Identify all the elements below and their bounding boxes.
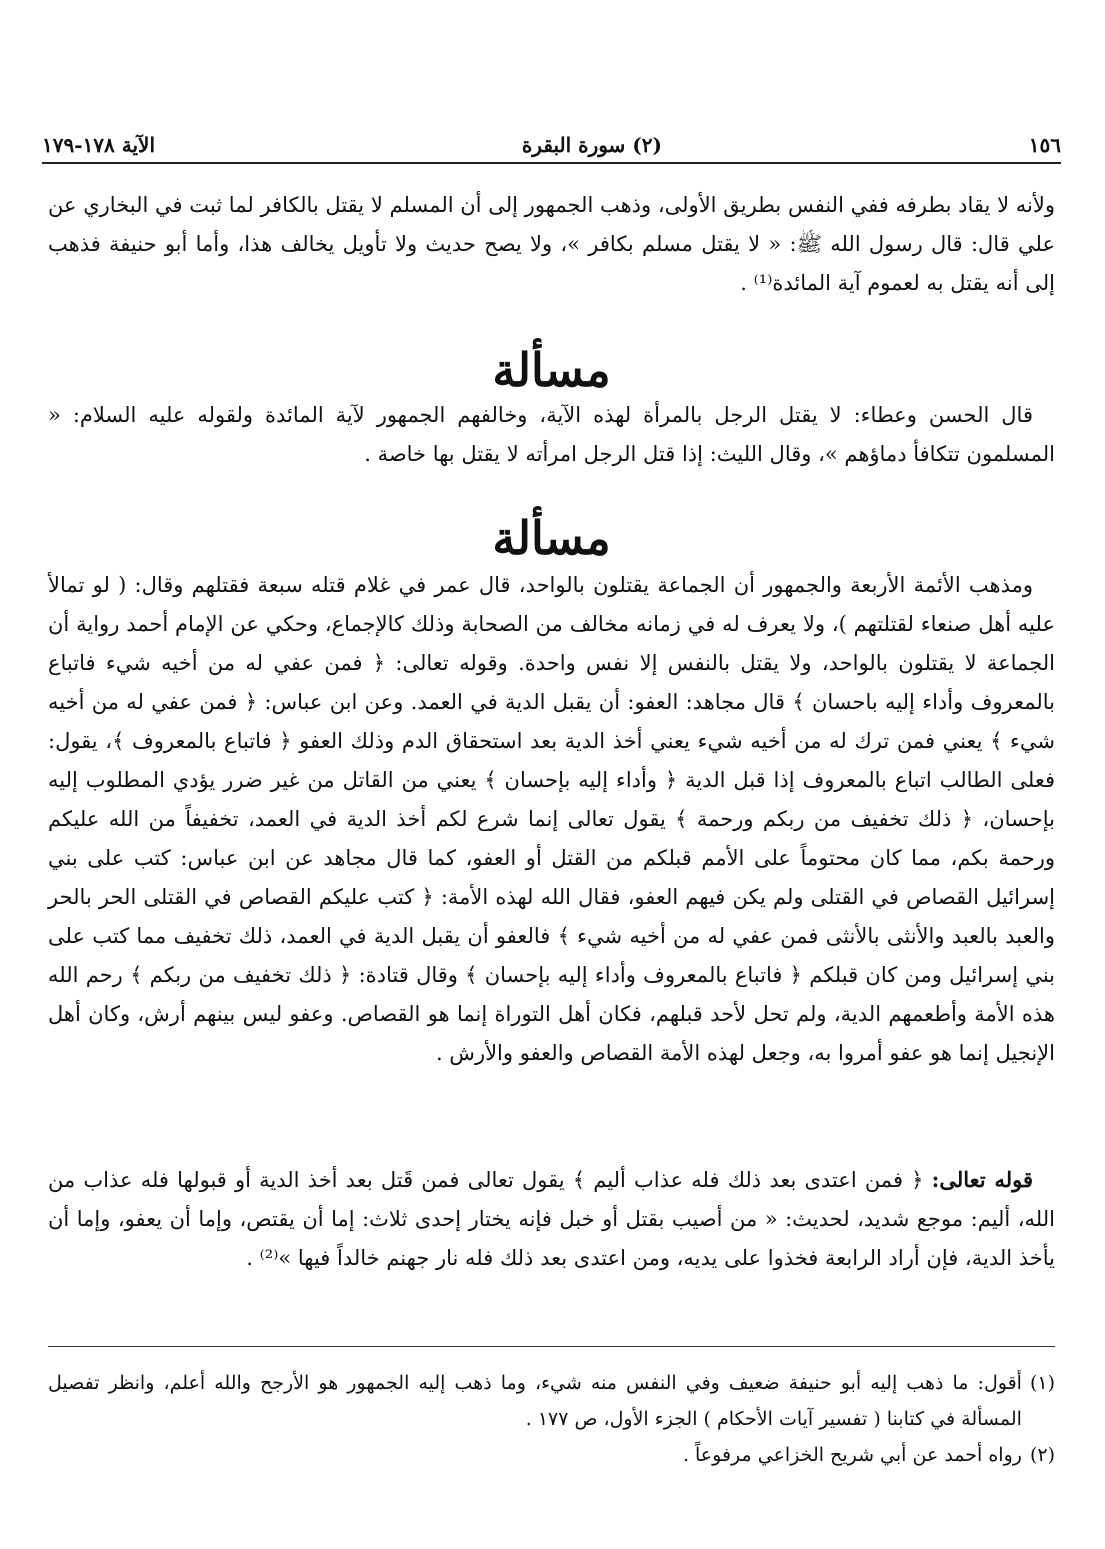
footnotes: [48, 1365, 1055, 1473]
footnote: [48, 1437, 1055, 1473]
footnote-number: (١): [1029, 1372, 1055, 1394]
section-4: [48, 1160, 1055, 1278]
page-number: ١٥٦: [1028, 133, 1061, 157]
page-header: [42, 128, 1061, 162]
issue-heading-2: مسألة: [492, 511, 611, 565]
section-4-text: ﴿ فمن اعتدى بعد ذلك فله عذاب أليم ﴾ يقول تعالى فمن قَتل بعد أخذ الدية أو قبولها فله عذاب من الله، أليم: موجع شديد، لحديث: « من أصيب بقتل أو خبل فإنه يختار إحدى ثلاث: إما أن يقتص، وإما أن يعفو، وإما أن يأخذ الدية، فإن أراد الرابعة فخذوا على يديه، ومن اعتدى بعد ذلك فله نار جهنم خالداً فيها »⁽²⁾ .: [48, 1168, 1055, 1270]
section-3-paragraph: ومذهب الأئمة الأربعة والجمهور أن الجماعة يقتلون بالواحد، قال عمر في غلام قتله سبعة فقتلهم وقال: ( لو تمالأ عليه أهل صنعاء لقتلتهم )، ولا يعرف له في زمانه مخالف من الصحابة وذلك كالإجماع، وحكي عن الإمام أحمد رواية أن الجماعة لا يقتلون بالواحد، ولا يقتل بالنفس إلا نفس واحدة. وقوله تعالى: ﴿ فمن عفي له من أخيه شيء فاتباع بالمعروف وأداء إليه باحسان ﴾ قال مجاهد: العفو: أن يقبل الدية في العمد. وعن ابن عباس: ﴿ فمن عفي له من أخيه شيء ﴾ يعني فمن ترك له من أخيه شيء يعني أخذ الدية بعد استحقاق الدم وذلك العفو ﴿ فاتباع بالمعروف ﴾، يقول: فعلى الطالب اتباع بالمعروف إذا قبل الدية ﴿ وأداء إليه بإحسان ﴾ يعني من القاتل من غير ضرر يؤدي المطلوب إليه بإحسان، ﴿ ذلك تخفيف من ربكم ورحمة ﴾ يقول تعالى إنما شرع لكم أخذ الدية في العمد، تخفيفاً من الله عليكم ورحمة بكم، مما كان محتوماً على الأمم قبلكم من القتل أو العفو، كما قال مجاهد عن ابن عباس: كتب على بني إسرائيل القصاص في القتلى ولم يكن فيهم العفو، فقال الله لهذه الأمة: ﴿ كتب عليكم القصاص في القتلى الحر بالحر والعبد بالعبد والأنثى بالأنثى فمن عفي له من أخيه شيء ﴾ فالعفو أن يقبل الدية في العمد، ذلك تخفيف مما كتب على بني إسرائيل ومن كان قبلكم ﴿ فاتباع بالمعروف وأداء إليه بإحسان ﴾ وقال قتادة: ﴿ ذلك تخفيف من ربكم ﴾ رحم الله هذه الأمة وأطعمهم الدية، ولم تحل لأحد قبلهم، فكان أهل التوراة إنما هو القصاص. وعفو ليس بينهم أرش، وكان أهل الإنجيل إنما هو عفو أمروا به، وجعل لهذه الأمة القصاص والعفو والأرش .: [48, 573, 1055, 1065]
footnote-divider: [48, 1346, 1055, 1347]
section-2-paragraph: قال الحسن وعطاء: لا يقتل الرجل بالمرأة لهذه الآية، وخالفهم الجمهور لآية المائدة ولقوله عليه السلام: « المسلمون تتكافأ دماؤهم »، وقال الليث: إذا قتل الرجل امرأته لا يقتل بها خاصة .: [48, 403, 1055, 466]
section-3: [48, 566, 1055, 1073]
footnote: [48, 1365, 1055, 1437]
footnote-text: رواه أحمد عن أبي شريح الخزاعي مرفوعاً .: [682, 1444, 1022, 1466]
surah-title: (٢) سورة البقرة: [521, 133, 662, 157]
verse-range: الآية ١٧٨-١٧٩: [42, 133, 156, 157]
section-1-paragraph: ولأنه لا يقاد بطرفه ففي النفس بطريق الأولى، وذهب الجمهور إلى أن المسلم لا يقتل بالكافر لما ثبت في البخاري عن علي قال: قال رسول الله ﷺ: « لا يقتل مسلم بكافر »، ولا يصح حديث ولا تأويل يخالف هذا، وأما أبو حنيفة فذهب إلى أنه يقتل به لعموم آية المائدة⁽¹⁾ .: [48, 193, 1055, 295]
verse-lead: قوله تعالى:: [931, 1167, 1033, 1192]
header-divider: [42, 162, 1061, 164]
footnote-number: (٢): [1029, 1444, 1055, 1466]
footnote-text: أقول: ما ذهب إليه أبو حنيفة ضعيف وفي النفس منه شيء، وما ذهب إليه الجمهور هو الأرجح والله أعلم، وانظر تفصيل المسألة في كتابنا ( تفسير آيات الأحكام ) الجزء الأول، ص ١٧٧ .: [48, 1372, 1022, 1430]
section-4-paragraph: [48, 1160, 1055, 1278]
section-1: [48, 186, 1055, 303]
issue-heading-1: مسألة: [492, 343, 611, 397]
section-2: [48, 396, 1055, 474]
